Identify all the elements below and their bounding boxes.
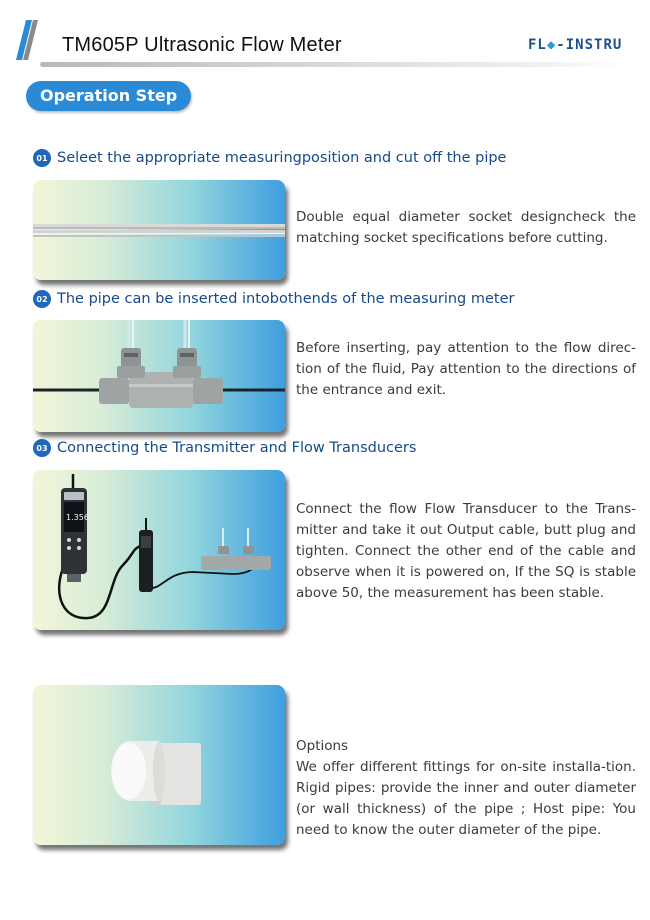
fitting-image [33,685,285,845]
brand-logo: FL◆-INSTRU [528,37,623,53]
transmitter-connection-image [33,470,285,630]
header-slash-decoration [16,20,38,60]
step-number-badge: 02 [33,290,51,308]
step-1-heading [33,147,506,169]
step-1-description: Double equal diameter socket designcheck the matching socket specifications before cutting. [296,209,636,246]
header-underline [40,62,625,67]
meter-pipe-image [33,320,285,432]
step-2-description: Before inserting, pay attention to the flow direc-tion of the fluid, Pay attention to the directions of the entrance and exit. [296,340,636,398]
step-title: The pipe can be inserted intobothends of the measuring meter [57,291,515,307]
transmitter-illustration [33,470,285,630]
display-reading: 1.356 [66,513,89,522]
step-number-badge: 01 [33,149,51,167]
step-title: Seleet the appropriate measuringposition and cut off the pipe [57,150,507,166]
socket-fitting-illustration [33,685,285,845]
options-title: Options [296,738,349,754]
step-title: Connecting the Transmitter and Flow Transducers [57,440,417,456]
options-description: We offer different fittings for on-site installa-tion. Rigid pipes: provide the inner and outer diameter (or wall thickness) of the pipe ; Host pipe: You need to know the outer diameter of the pipe. [296,759,636,838]
step-3-heading [33,437,416,459]
pipe-illustration [33,180,285,280]
drop-icon: ◆ [546,37,557,53]
meter-body-illustration [33,320,285,432]
page-title: TM605P Ultrasonic Flow Meter [62,34,342,56]
section-label: Operation Step [26,81,191,111]
step-3-description: Connect the flow Flow Transducer to the Trans-mitter and take it out Output cable, butt plug and tighten. Connect the other end of the cable and observe when it is powered on, If the SQ is stable above 50, the measurement has been stable. [296,501,636,601]
pipe-cut-image [33,180,285,280]
step-2-heading [33,288,515,310]
step-number-badge: 03 [33,439,51,457]
